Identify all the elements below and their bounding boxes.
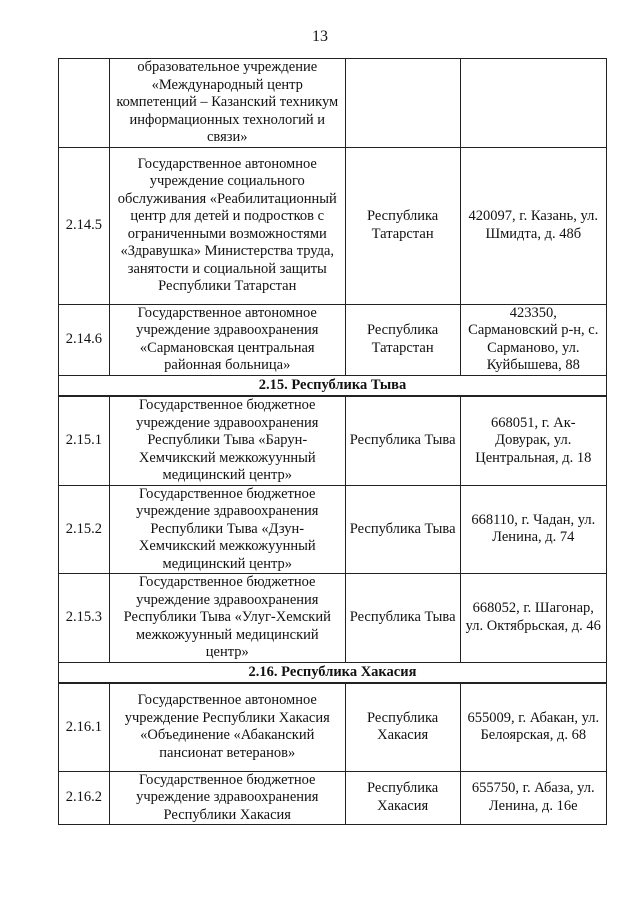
institutions-table — [58, 58, 607, 825]
institution-name-cell: Государственное автономное учреждение здравоохранения «Сармановская центральная районная больница» — [109, 304, 345, 375]
region-cell: Республика Тыва — [345, 396, 460, 485]
table-row — [59, 574, 607, 663]
address-cell: 668052, г. Шагонар, ул. Октябрьская, д. 46 — [460, 574, 606, 663]
region-cell — [345, 59, 460, 148]
institution-name-cell: Государственное бюджетное учреждение здравоохранения Республики Тыва «Барун-Хемчикский межкожуунный медицинский центр» — [109, 396, 345, 485]
table-row — [59, 396, 607, 485]
address-cell: 423350, Сармановский р-н, с. Сарманово, ул. Куйбышева, 88 — [460, 304, 606, 375]
table-row — [59, 683, 607, 771]
section-header-row — [59, 662, 607, 683]
region-cell: Республика Татарстан — [345, 304, 460, 375]
institution-name-cell: Государственное бюджетное учреждение здравоохранения Республики Тыва «Дзун-Хемчикский межкожуунный медицинский центр» — [109, 485, 345, 574]
row-number-cell: 2.15.3 — [59, 574, 110, 663]
institution-name-cell: Государственное бюджетное учреждение здравоохранения Республики Тыва «Улуг-Хемский межкожуунный медицинский центр» — [109, 574, 345, 663]
address-cell: 668110, г. Чадан, ул. Ленина, д. 74 — [460, 485, 606, 574]
row-number-cell: 2.15.2 — [59, 485, 110, 574]
row-number-cell: 2.14.6 — [59, 304, 110, 375]
institution-name-cell: Государственное автономное учреждение социального обслуживания «Реабилитационный центр для детей и подростков с ограниченными возможностями «Здравушка» Министерства труда, занятости и социальной защиты Республики Татарстан — [109, 147, 345, 304]
region-cell: Республика Хакасия — [345, 771, 460, 825]
region-cell: Республика Хакасия — [345, 683, 460, 771]
table-row — [59, 304, 607, 375]
section-title: 2.15. Республика Тыва — [59, 375, 607, 396]
table-row — [59, 485, 607, 574]
row-number-cell: 2.15.1 — [59, 396, 110, 485]
page-number: 13 — [312, 28, 328, 45]
region-cell: Республика Тыва — [345, 485, 460, 574]
table-row — [59, 771, 607, 825]
institution-name-cell: Государственное бюджетное учреждение здравоохранения Республики Хакасия — [109, 771, 345, 825]
address-cell — [460, 59, 606, 148]
table-row — [59, 59, 607, 148]
row-number-cell: 2.16.1 — [59, 683, 110, 771]
institution-name-cell: образовательное учреждение «Международный центр компетенций – Казанский техникум информационных технологий и связи» — [109, 59, 345, 148]
region-cell: Республика Тыва — [345, 574, 460, 663]
row-number-cell: 2.14.5 — [59, 147, 110, 304]
row-number-cell — [59, 59, 110, 148]
address-cell: 655750, г. Абаза, ул. Ленина, д. 16е — [460, 771, 606, 825]
section-header-row — [59, 375, 607, 396]
section-title: 2.16. Республика Хакасия — [59, 662, 607, 683]
table-row — [59, 147, 607, 304]
address-cell: 668051, г. Ак-Довурак, ул. Центральная, д. 18 — [460, 396, 606, 485]
row-number-cell: 2.16.2 — [59, 771, 110, 825]
region-cell: Республика Татарстан — [345, 147, 460, 304]
address-cell: 420097, г. Казань, ул. Шмидта, д. 48б — [460, 147, 606, 304]
address-cell: 655009, г. Абакан, ул. Белоярская, д. 68 — [460, 683, 606, 771]
institution-name-cell: Государственное автономное учреждение Республики Хакасия «Объединение «Абаканский пансионат ветеранов» — [109, 683, 345, 771]
